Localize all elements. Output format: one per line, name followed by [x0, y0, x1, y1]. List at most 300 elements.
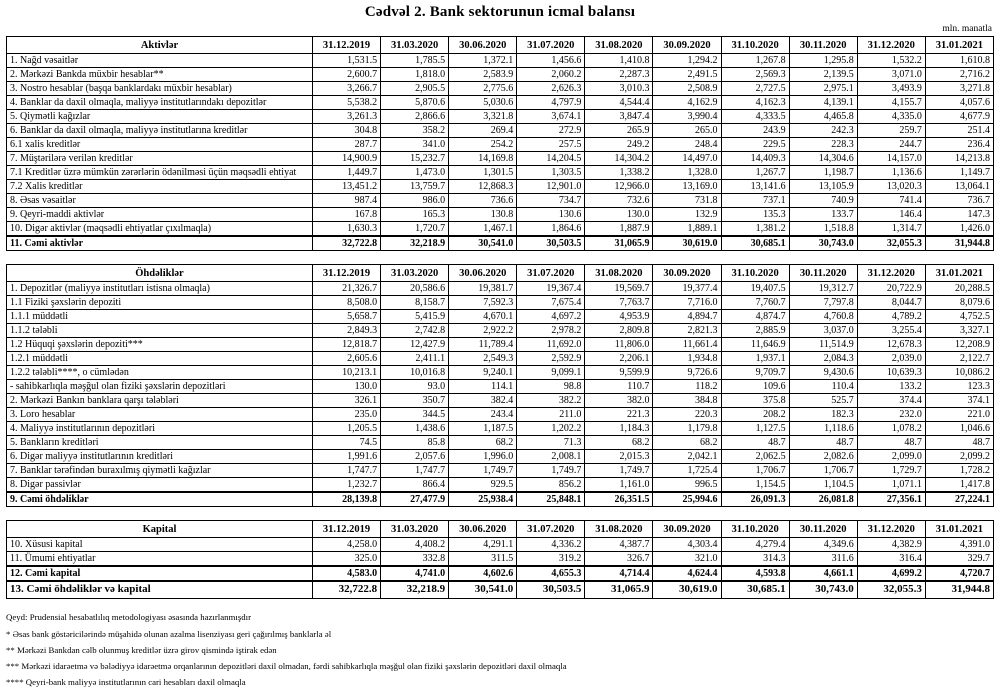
cell-value: 986.0 — [381, 194, 449, 208]
cell-value: 2,716.2 — [925, 68, 993, 82]
cell-value: 11,514.9 — [789, 338, 857, 352]
cell-value: 32,055.3 — [857, 581, 925, 599]
balance-tables — [6, 36, 994, 599]
cell-value: 375.8 — [721, 394, 789, 408]
cell-value: 10,639.3 — [857, 366, 925, 380]
cell-value: 32,218.9 — [381, 581, 449, 599]
cell-value: 4,139.1 — [789, 96, 857, 110]
header-row-kapital — [7, 521, 994, 538]
table-row — [7, 352, 994, 366]
cell-value: 5,030.6 — [449, 96, 517, 110]
cell-value: 382.0 — [585, 394, 653, 408]
cell-value: 2,287.3 — [585, 68, 653, 82]
cell-value: 248.4 — [653, 138, 721, 152]
cell-value: 30,685.1 — [721, 236, 789, 251]
footnote: Qeyd: Prudensial hesabatlılıq metodologiyası əsasında hazırlanmışdır — [6, 612, 252, 622]
cell-value: 4,593.8 — [721, 566, 789, 581]
cell-value: 1,232.7 — [312, 478, 380, 493]
cell-value: 167.8 — [312, 208, 380, 222]
cell-value: 19,407.5 — [721, 282, 789, 296]
cell-value: 135.3 — [721, 208, 789, 222]
cell-value: 4,057.6 — [925, 96, 993, 110]
cell-value: 1,328.0 — [653, 166, 721, 180]
cell-value: 2,885.9 — [721, 324, 789, 338]
cell-value: 1,473.0 — [381, 166, 449, 180]
cell-value: 30,503.5 — [517, 581, 585, 599]
cell-value: 1,179.8 — [653, 422, 721, 436]
cell-value: 2,042.1 — [653, 450, 721, 464]
cell-value: 1,991.6 — [312, 450, 380, 464]
row-label: 2. Mərkəzi Bankın banklara qarşı tələbləri — [7, 394, 313, 408]
column-header-date: 30.09.2020 — [653, 37, 721, 54]
cell-value: 3,037.0 — [789, 324, 857, 338]
cell-value: 2,583.9 — [449, 68, 517, 82]
cell-value: 182.3 — [789, 408, 857, 422]
cell-value: 28,139.8 — [312, 492, 380, 507]
section-header-ohdelikler: Öhdəliklər — [7, 265, 313, 282]
column-header-date: 31.12.2019 — [312, 37, 380, 54]
table-row — [7, 208, 994, 222]
cell-value: 4,670.1 — [449, 310, 517, 324]
cell-value: 14,304.6 — [789, 152, 857, 166]
cell-value: 48.7 — [857, 436, 925, 450]
table-ohdelikler — [6, 264, 994, 507]
cell-value: 358.2 — [381, 124, 449, 138]
cell-value: 1,747.7 — [381, 464, 449, 478]
cell-value: 4,333.5 — [721, 110, 789, 124]
table-row — [7, 436, 994, 450]
cell-value: 19,377.4 — [653, 282, 721, 296]
row-label: 1.1.1 müddətli — [7, 310, 313, 324]
cell-value: 2,206.1 — [585, 352, 653, 366]
cell-value: 2,099.0 — [857, 450, 925, 464]
column-header-date: 31.10.2020 — [721, 521, 789, 538]
cell-value: 287.7 — [312, 138, 380, 152]
column-header-date: 31.01.2021 — [925, 521, 993, 538]
cell-value: 1,303.5 — [517, 166, 585, 180]
table-row — [7, 236, 994, 251]
column-header-date: 30.11.2020 — [789, 265, 857, 282]
cell-value: 4,544.4 — [585, 96, 653, 110]
footnote: *** Mərkəzi idarəetmə və bələdiyyə idarəetmə orqanlarının depozitləri daxil olmadan, fərdi sahibkarlıqla məşğul olan fiziki şəxslərin depozitləri daxil olmaqla — [6, 660, 567, 671]
cell-value: 1,426.0 — [925, 222, 993, 237]
cell-value: 132.9 — [653, 208, 721, 222]
cell-value: 1,937.1 — [721, 352, 789, 366]
table-row — [7, 552, 994, 567]
cell-value: 259.7 — [857, 124, 925, 138]
cell-value: 1,046.6 — [925, 422, 993, 436]
table-kapital — [6, 520, 994, 599]
footnotes — [6, 612, 754, 688]
cell-value: 4,162.9 — [653, 96, 721, 110]
cell-value: 374.4 — [857, 394, 925, 408]
cell-value: 736.6 — [449, 194, 517, 208]
cell-value: 26,081.8 — [789, 492, 857, 507]
cell-value: 3,255.4 — [857, 324, 925, 338]
cell-value: 31,065.9 — [585, 581, 653, 599]
cell-value: 14,169.8 — [449, 152, 517, 166]
cell-value: 265.0 — [653, 124, 721, 138]
cell-value: 9,430.6 — [789, 366, 857, 380]
cell-value: 4,602.6 — [449, 566, 517, 581]
cell-value: 11,646.9 — [721, 338, 789, 352]
column-header-date: 31.03.2020 — [381, 521, 449, 538]
table-aktivler — [6, 36, 994, 251]
table-row — [7, 394, 994, 408]
cell-value: 350.7 — [381, 394, 449, 408]
table-row — [7, 310, 994, 324]
cell-value: 15,232.7 — [381, 152, 449, 166]
cell-value: 4,258.0 — [312, 538, 380, 552]
footnote: **** Qeyri-bank maliyyə institutlarının cari hesabları daxil olmaqla — [6, 676, 246, 687]
row-label: 6.1 xalis kreditlər — [7, 138, 313, 152]
cell-value: 272.9 — [517, 124, 585, 138]
cell-value: 3,266.7 — [312, 82, 380, 96]
cell-value: 2,084.3 — [789, 352, 857, 366]
cell-value: 235.0 — [312, 408, 380, 422]
row-label: - sahibkarlıqla məşğul olan fiziki şəxslərin depozitləri — [7, 380, 313, 394]
cell-value: 1,071.1 — [857, 478, 925, 493]
cell-value: 7,763.7 — [585, 296, 653, 310]
cell-value: 118.2 — [653, 380, 721, 394]
row-label: 7. Müştərilərə verilən kreditlər — [7, 152, 313, 166]
row-label: 9. Qeyri-maddi aktivlər — [7, 208, 313, 222]
cell-value: 254.2 — [449, 138, 517, 152]
cell-value: 3,321.8 — [449, 110, 517, 124]
table-row — [7, 124, 994, 138]
cell-value: 123.3 — [925, 380, 993, 394]
cell-value: 11,789.4 — [449, 338, 517, 352]
row-label: 1.2.2 tələbli****, o cümlədən — [7, 366, 313, 380]
cell-value: 4,661.1 — [789, 566, 857, 581]
cell-value: 1,747.7 — [312, 464, 380, 478]
cell-value: 12,678.3 — [857, 338, 925, 352]
table-row — [7, 68, 994, 82]
cell-value: 4,162.3 — [721, 96, 789, 110]
cell-value: 987.4 — [312, 194, 380, 208]
row-label: 1. Depozitlər (maliyyə institutları istisna olmaqla) — [7, 282, 313, 296]
row-label: 12. Cəmi kapital — [7, 566, 313, 581]
row-label: 13. Cəmi öhdəliklər və kapital — [7, 581, 313, 599]
cell-value: 147.3 — [925, 208, 993, 222]
column-header-date: 30.06.2020 — [449, 37, 517, 54]
cell-value: 12,427.9 — [381, 338, 449, 352]
column-header-date: 30.06.2020 — [449, 521, 517, 538]
cell-value: 9,099.1 — [517, 366, 585, 380]
cell-value: 85.8 — [381, 436, 449, 450]
cell-value: 30,503.5 — [517, 236, 585, 251]
cell-value: 10,016.8 — [381, 366, 449, 380]
cell-value: 1,198.7 — [789, 166, 857, 180]
cell-value: 114.1 — [449, 380, 517, 394]
cell-value: 14,204.5 — [517, 152, 585, 166]
cell-value: 2,139.5 — [789, 68, 857, 82]
cell-value: 2,626.3 — [517, 82, 585, 96]
cell-value: 329.7 — [925, 552, 993, 567]
cell-value: 232.0 — [857, 408, 925, 422]
cell-value: 525.7 — [789, 394, 857, 408]
row-label: 7. Banklar tərəfindən buraxılmış qiymətli kağızlar — [7, 464, 313, 478]
cell-value: 1,864.6 — [517, 222, 585, 237]
cell-value: 1,720.7 — [381, 222, 449, 237]
cell-value: 8,044.7 — [857, 296, 925, 310]
cell-value: 2,122.7 — [925, 352, 993, 366]
column-header-date: 31.03.2020 — [381, 37, 449, 54]
row-label: 11. Ümumi ehtiyatlar — [7, 552, 313, 567]
cell-value: 2,015.3 — [585, 450, 653, 464]
cell-value: 736.7 — [925, 194, 993, 208]
cell-value: 13,169.0 — [653, 180, 721, 194]
cell-value: 2,821.3 — [653, 324, 721, 338]
cell-value: 1,749.7 — [517, 464, 585, 478]
cell-value: 13,451.2 — [312, 180, 380, 194]
row-label: 1.2.1 müddətli — [7, 352, 313, 366]
cell-value: 68.2 — [653, 436, 721, 450]
column-header-date: 30.11.2020 — [789, 37, 857, 54]
cell-value: 31,944.8 — [925, 236, 993, 251]
cell-value: 4,714.4 — [585, 566, 653, 581]
cell-value: 2,849.3 — [312, 324, 380, 338]
cell-value: 4,391.0 — [925, 538, 993, 552]
cell-value: 25,848.1 — [517, 492, 585, 507]
cell-value: 19,381.7 — [449, 282, 517, 296]
cell-value: 71.3 — [517, 436, 585, 450]
cell-value: 21,326.7 — [312, 282, 380, 296]
cell-value: 1,532.2 — [857, 54, 925, 68]
cell-value: 20,722.9 — [857, 282, 925, 296]
table-row — [7, 338, 994, 352]
cell-value: 2,491.5 — [653, 68, 721, 82]
cell-value: 7,592.3 — [449, 296, 517, 310]
cell-value: 1,205.5 — [312, 422, 380, 436]
cell-value: 1,410.8 — [585, 54, 653, 68]
cell-value: 2,809.8 — [585, 324, 653, 338]
cell-value: 14,157.0 — [857, 152, 925, 166]
column-header-date: 30.06.2020 — [449, 265, 517, 282]
cell-value: 4,741.0 — [381, 566, 449, 581]
cell-value: 1,136.6 — [857, 166, 925, 180]
cell-value: 5,538.2 — [312, 96, 380, 110]
cell-value: 4,387.7 — [585, 538, 653, 552]
cell-value: 30,541.0 — [449, 236, 517, 251]
table-row — [7, 366, 994, 380]
table-row — [7, 464, 994, 478]
row-label: 10. Xüsusi kapital — [7, 538, 313, 552]
cell-value: 325.0 — [312, 552, 380, 567]
column-header-date: 31.08.2020 — [585, 521, 653, 538]
row-label: 6. Digər maliyyə institutlarının kreditləri — [7, 450, 313, 464]
header-row-aktivler — [7, 37, 994, 54]
cell-value: 311.5 — [449, 552, 517, 567]
cell-value: 26,091.3 — [721, 492, 789, 507]
cell-value: 996.5 — [653, 478, 721, 493]
cell-value: 8,508.0 — [312, 296, 380, 310]
cell-value: 30,743.0 — [789, 236, 857, 251]
cell-value: 311.6 — [789, 552, 857, 567]
cell-value: 4,624.4 — [653, 566, 721, 581]
table-row — [7, 166, 994, 180]
cell-value: 14,213.8 — [925, 152, 993, 166]
cell-value: 734.7 — [517, 194, 585, 208]
cell-value: 344.5 — [381, 408, 449, 422]
table-row — [7, 138, 994, 152]
cell-value: 110.4 — [789, 380, 857, 394]
cell-value: 732.6 — [585, 194, 653, 208]
column-header-date: 31.12.2019 — [312, 265, 380, 282]
cell-value: 146.4 — [857, 208, 925, 222]
table-row — [7, 180, 994, 194]
cell-value: 2,742.8 — [381, 324, 449, 338]
cell-value: 1,449.7 — [312, 166, 380, 180]
cell-value: 741.4 — [857, 194, 925, 208]
table-row — [7, 538, 994, 552]
cell-value: 31,065.9 — [585, 236, 653, 251]
column-header-date: 30.09.2020 — [653, 521, 721, 538]
cell-value: 74.5 — [312, 436, 380, 450]
cell-value: 7,797.8 — [789, 296, 857, 310]
cell-value: 382.4 — [449, 394, 517, 408]
cell-value: 243.4 — [449, 408, 517, 422]
table-row — [7, 581, 994, 599]
cell-value: 5,870.6 — [381, 96, 449, 110]
cell-value: 384.8 — [653, 394, 721, 408]
cell-value: 7,760.7 — [721, 296, 789, 310]
column-header-date: 30.11.2020 — [789, 521, 857, 538]
table-row — [7, 282, 994, 296]
column-header-date: 31.10.2020 — [721, 265, 789, 282]
cell-value: 2,039.0 — [857, 352, 925, 366]
cell-value: 68.2 — [449, 436, 517, 450]
cell-value: 3,990.4 — [653, 110, 721, 124]
table-row — [7, 450, 994, 464]
cell-value: 12,868.3 — [449, 180, 517, 194]
cell-value: 14,409.3 — [721, 152, 789, 166]
cell-value: 32,722.8 — [312, 581, 380, 599]
cell-value: 26,351.5 — [585, 492, 653, 507]
cell-value: 208.2 — [721, 408, 789, 422]
cell-value: 2,569.3 — [721, 68, 789, 82]
column-header-date: 31.12.2019 — [312, 521, 380, 538]
cell-value: 1,610.8 — [925, 54, 993, 68]
row-label: 11. Cəmi aktivlər — [7, 236, 313, 251]
cell-value: 220.3 — [653, 408, 721, 422]
table-row — [7, 54, 994, 68]
cell-value: 14,900.9 — [312, 152, 380, 166]
table-row — [7, 194, 994, 208]
cell-value: 251.4 — [925, 124, 993, 138]
column-header-date: 31.12.2020 — [857, 521, 925, 538]
cell-value: 4,677.9 — [925, 110, 993, 124]
cell-value: 130.6 — [517, 208, 585, 222]
cell-value: 1,706.7 — [789, 464, 857, 478]
cell-value: 856.2 — [517, 478, 585, 493]
cell-value: 4,465.8 — [789, 110, 857, 124]
cell-value: 2,975.1 — [789, 82, 857, 96]
table-row — [7, 222, 994, 237]
cell-value: 14,497.0 — [653, 152, 721, 166]
column-header-date: 31.07.2020 — [517, 521, 585, 538]
cell-value: 1,202.2 — [517, 422, 585, 436]
cell-value: 265.9 — [585, 124, 653, 138]
cell-value: 321.0 — [653, 552, 721, 567]
cell-value: 27,356.1 — [857, 492, 925, 507]
cell-value: 382.2 — [517, 394, 585, 408]
cell-value: 4,335.0 — [857, 110, 925, 124]
cell-value: 326.7 — [585, 552, 653, 567]
cell-value: 2,978.2 — [517, 324, 585, 338]
cell-value: 243.9 — [721, 124, 789, 138]
cell-value: 2,508.9 — [653, 82, 721, 96]
cell-value: 133.2 — [857, 380, 925, 394]
cell-value: 4,874.7 — [721, 310, 789, 324]
cell-value: 2,922.2 — [449, 324, 517, 338]
cell-value: 2,008.1 — [517, 450, 585, 464]
cell-value: 4,408.2 — [381, 538, 449, 552]
row-label: 5. Qiymətli kağızlar — [7, 110, 313, 124]
cell-value: 4,953.9 — [585, 310, 653, 324]
cell-value: 9,726.6 — [653, 366, 721, 380]
cell-value: 13,064.1 — [925, 180, 993, 194]
cell-value: 3,847.4 — [585, 110, 653, 124]
cell-value: 2,411.1 — [381, 352, 449, 366]
cell-value: 257.5 — [517, 138, 585, 152]
column-header-date: 31.12.2020 — [857, 265, 925, 282]
cell-value: 130.8 — [449, 208, 517, 222]
cell-value: 1,127.5 — [721, 422, 789, 436]
cell-value: 109.6 — [721, 380, 789, 394]
cell-value: 1,889.1 — [653, 222, 721, 237]
cell-value: 4,797.9 — [517, 96, 585, 110]
cell-value: 731.8 — [653, 194, 721, 208]
cell-value: 2,600.7 — [312, 68, 380, 82]
cell-value: 11,806.0 — [585, 338, 653, 352]
row-label: 9. Cəmi öhdəliklər — [7, 492, 313, 507]
cell-value: 1,314.7 — [857, 222, 925, 237]
row-label: 10. Digər aktivlər (məqsədli ehtiyatlar çıxılmaqla) — [7, 222, 313, 237]
column-header-date: 31.01.2021 — [925, 37, 993, 54]
column-header-date: 31.08.2020 — [585, 37, 653, 54]
row-label: 7.2 Xalis kreditlər — [7, 180, 313, 194]
cell-value: 4,303.4 — [653, 538, 721, 552]
cell-value: 9,599.9 — [585, 366, 653, 380]
cell-value: 1,187.5 — [449, 422, 517, 436]
cell-value: 13,020.3 — [857, 180, 925, 194]
cell-value: 110.7 — [585, 380, 653, 394]
cell-value: 2,775.6 — [449, 82, 517, 96]
cell-value: 8,158.7 — [381, 296, 449, 310]
cell-value: 249.2 — [585, 138, 653, 152]
cell-value: 7,716.0 — [653, 296, 721, 310]
cell-value: 30,743.0 — [789, 581, 857, 599]
cell-value: 1,184.3 — [585, 422, 653, 436]
cell-value: 19,367.4 — [517, 282, 585, 296]
column-header-date: 30.09.2020 — [653, 265, 721, 282]
cell-value: 1,295.8 — [789, 54, 857, 68]
cell-value: 2,060.2 — [517, 68, 585, 82]
unit-label: mln. manatla — [942, 24, 992, 34]
cell-value: 1,934.8 — [653, 352, 721, 366]
cell-value: 737.1 — [721, 194, 789, 208]
cell-value: 304.8 — [312, 124, 380, 138]
cell-value: 4,155.7 — [857, 96, 925, 110]
cell-value: 3,261.3 — [312, 110, 380, 124]
row-label: 1. Nağd vəsaitlər — [7, 54, 313, 68]
cell-value: 30,685.1 — [721, 581, 789, 599]
cell-value: 1,104.5 — [789, 478, 857, 493]
column-header-date: 31.07.2020 — [517, 37, 585, 54]
cell-value: 10,213.1 — [312, 366, 380, 380]
footnote: ** Mərkəzi Bankdan cəlb olunmuş kreditlər üzrə girov qismində iştirak edən — [6, 644, 277, 655]
